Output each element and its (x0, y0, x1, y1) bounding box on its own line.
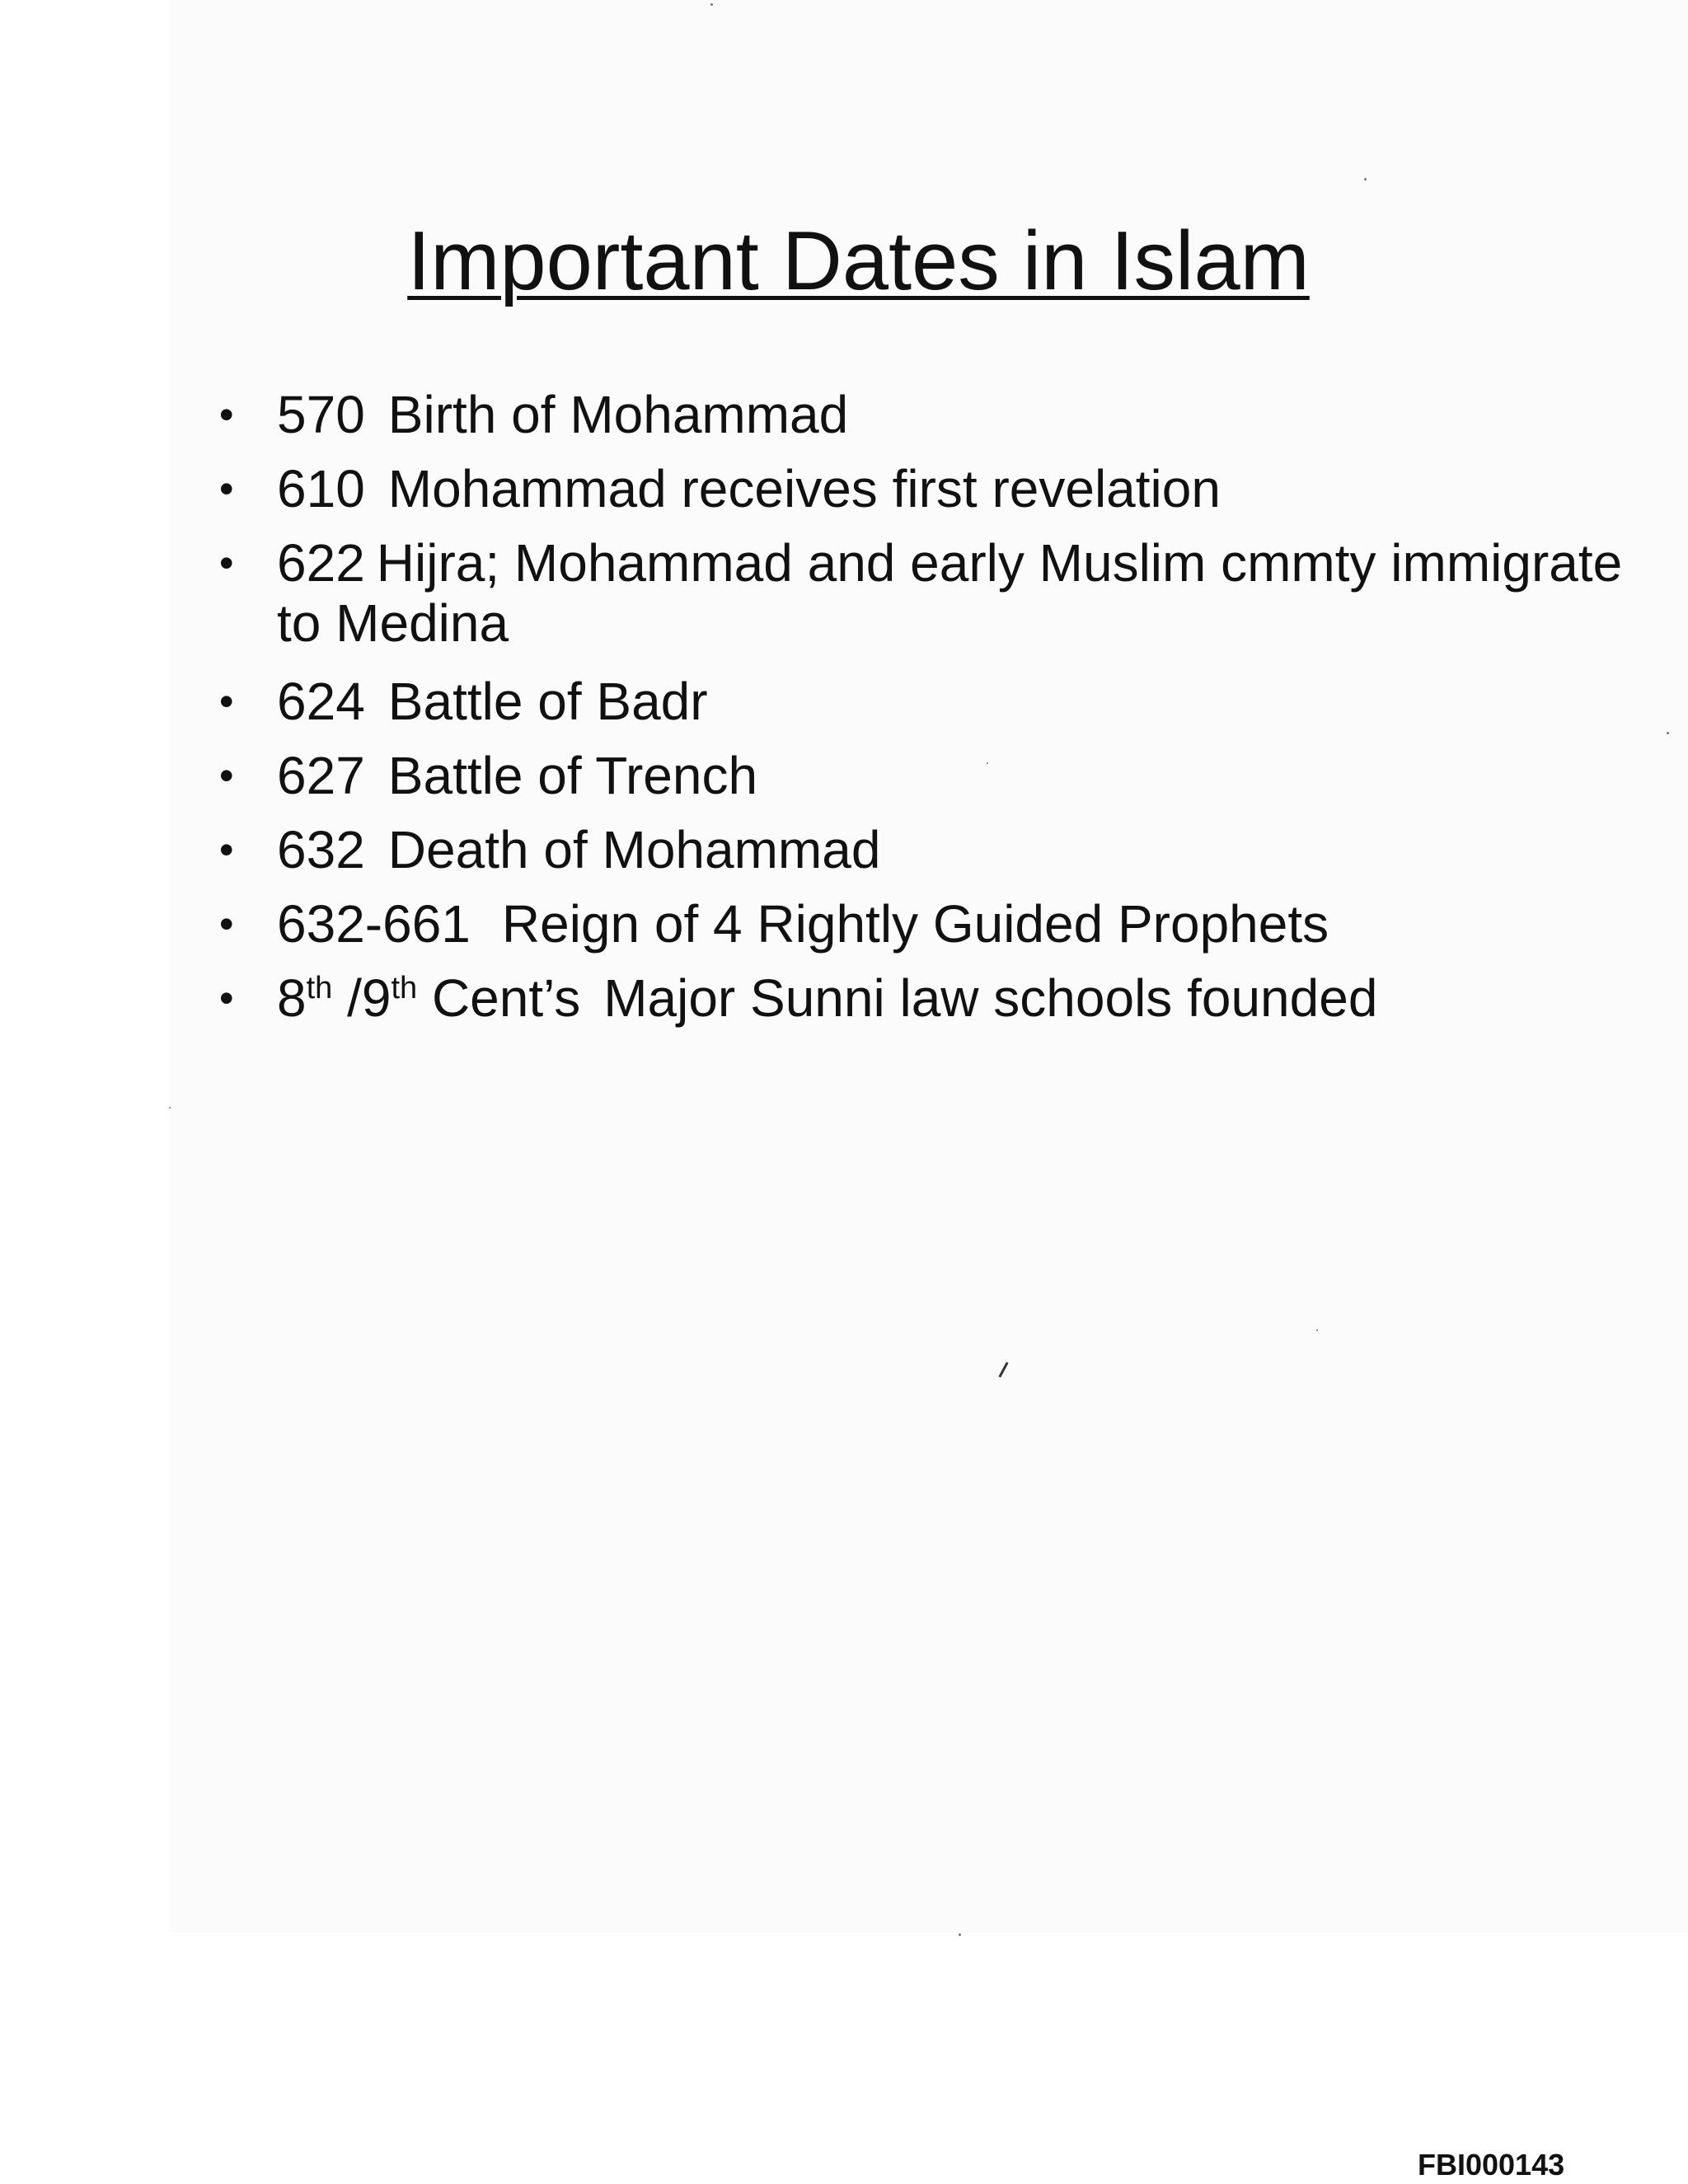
list-item (214, 968, 1632, 1029)
list-item (214, 385, 1632, 445)
document-id: FBI000143 (1418, 2148, 1565, 2182)
date-number: 8 (277, 968, 307, 1028)
list-item (214, 746, 1632, 806)
item-text: Reign of 4 Rightly Guided Prophets (501, 894, 1329, 954)
item-date: 627 (277, 746, 365, 805)
bullet-icon: • (219, 827, 234, 873)
list-item (214, 459, 1632, 519)
bullet-icon: • (219, 975, 234, 1021)
item-date: 622 (277, 533, 365, 593)
scan-speck (710, 3, 713, 6)
ordinal-suffix: th (306, 971, 333, 1005)
date-unit: Cent’s (417, 968, 581, 1028)
bullet-icon: • (219, 391, 234, 438)
bullet-icon: • (219, 752, 234, 799)
date-number: /9 (332, 968, 392, 1028)
item-date: 632 (277, 820, 365, 879)
item-date: 610 (277, 459, 365, 518)
bullet-icon: • (219, 466, 234, 512)
scan-speck (1316, 1329, 1318, 1331)
bullet-icon: • (219, 678, 234, 724)
ordinal-suffix: th (391, 971, 418, 1005)
item-date (277, 968, 580, 1028)
scan-speck (959, 1933, 961, 1936)
item-date: 570 (277, 385, 365, 444)
item-text: Major Sunni law schools founded (603, 968, 1378, 1028)
bullet-icon: • (219, 540, 234, 586)
item-text: Hijra; Mohammad and early Muslim cmmty immigrate to Medina (277, 533, 1623, 653)
bullet-icon: • (219, 901, 234, 947)
dates-list (214, 385, 1632, 1043)
list-item (214, 672, 1632, 732)
item-text: Battle of Badr (387, 672, 708, 731)
item-date: 624 (277, 672, 365, 731)
list-item (214, 820, 1632, 880)
list-item (214, 533, 1632, 654)
page-title: Important Dates in Islam (407, 215, 1310, 307)
scan-speck (1667, 732, 1669, 734)
scan-speck (169, 1107, 171, 1108)
item-text: Battle of Trench (387, 746, 758, 805)
list-item (214, 894, 1632, 954)
item-text: Birth of Mohammad (387, 385, 849, 444)
item-text: Mohammad receives first revelation (387, 459, 1221, 518)
item-date: 632-661 (277, 894, 471, 954)
scan-speck (987, 762, 988, 764)
item-text: Death of Mohammad (387, 820, 881, 879)
scan-speck (1364, 178, 1367, 180)
